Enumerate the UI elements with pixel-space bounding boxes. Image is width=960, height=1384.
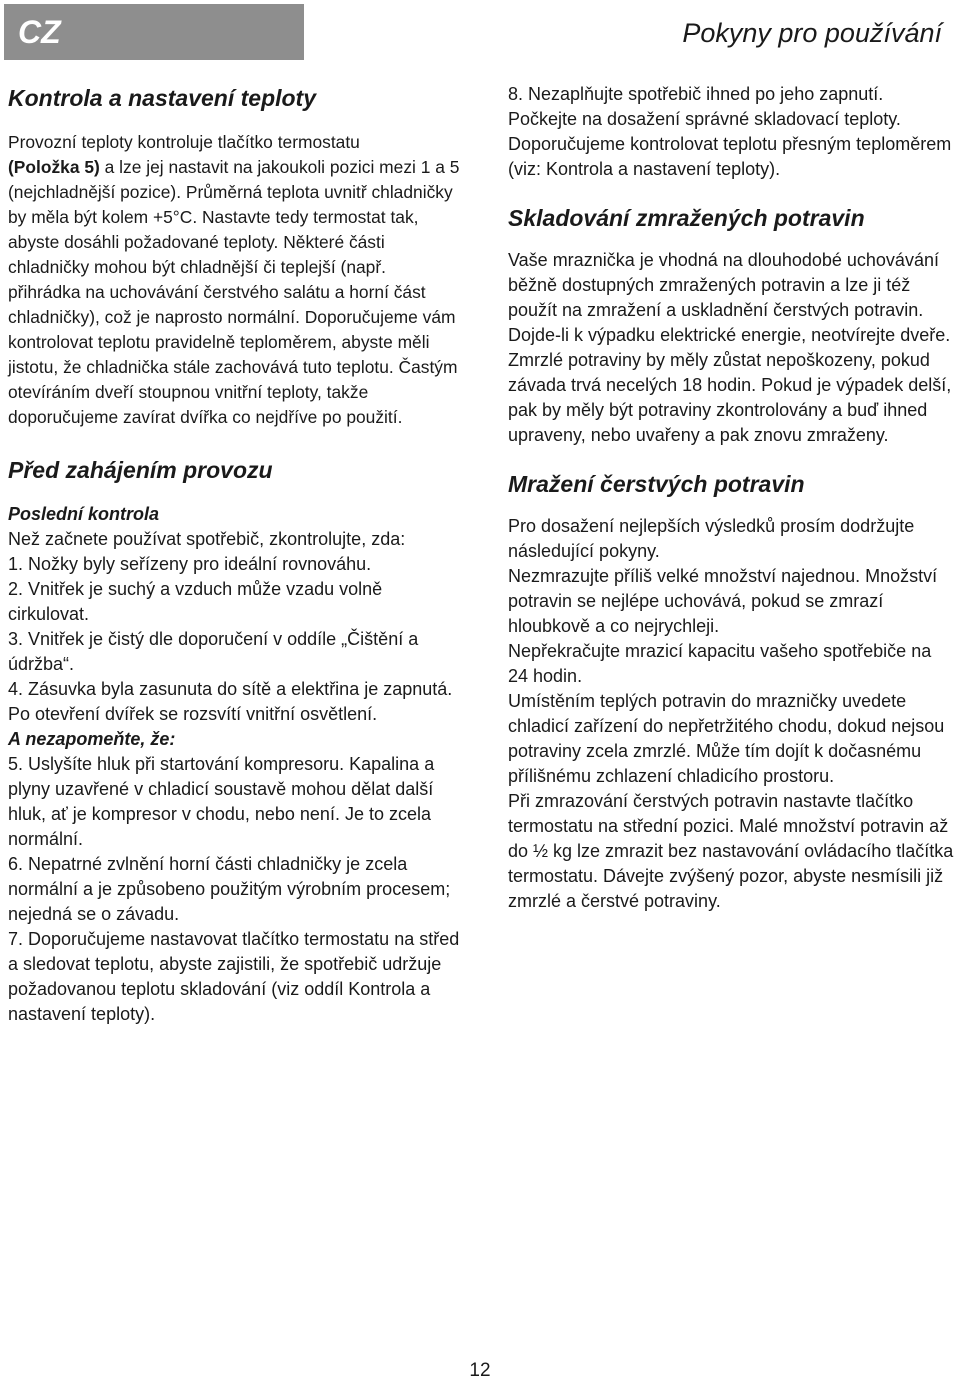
check-item-8: 8. Nezaplňujte spotřebič ihned po jeho zapnutí. Počkejte na dosažení správné skladovací teploty. Doporučujeme kontrolovat teplotu přesným teploměrem (viz: Kontrola a nastavení teploty).: [508, 84, 952, 179]
frozen-storage-paragraph-1: Vaše mraznička je vhodná na dlouhodobé uchovávání běžně dostupných zmražených potravin a lze ji též použít na zmražení a uskladnění čerstvých potravin.: [508, 250, 939, 320]
check-item-6: 6. Nepatrné zvlnění horní části chladničky je zcela normální a je způsobeno použitým výrobním procesem; nejedná se o závadu.: [8, 854, 451, 924]
subtitle-remember: A nezapomeňte, že:: [8, 729, 176, 749]
temperature-text-post: a lze jej nastavit na jakoukoli pozici mezi 1 a 5 (nejchladnější pozice). Průměrná teplota uvnitř chladničky by měla být kolem +5°C. Nastavte tedy termostat tak, abyste dosáhli požadované teploty. Některé části chladničky mohou být chladnější či teplejší (např. přihrádka na uchovávání čerstvého salátu a horní část chladničky), což je naprosto normální. Doporučujeme vám kontrolovat teplotu pravidelně teploměrem, abyste měli jistotu, že chladnička stále zachovává tuto teplotu. Častým otevíráním dveří stoupnou vnitřní teploty, takže doporučujeme zavírat dvířka co nejdříve po použití.: [8, 157, 460, 427]
page-header: [0, 0, 960, 66]
language-code: CZ: [18, 14, 61, 50]
frozen-storage-paragraph-2: Dojde-li k výpadku elektrické energie, neotvírejte dveře. Zmrzlé potraviny by měly zůstat nepoškozeny, pokud závada trvá necelých 18 hodin. Pokud je výpadek delší, pak by měly být potraviny zkontrolovány a buď ihned upraveny, nebo uvařeny a pak znovu zmraženy.: [508, 325, 952, 445]
language-badge: [4, 4, 304, 60]
header-title: Pokyny pro používání: [682, 18, 942, 48]
check-item-4: 4. Zásuvka byla zasunuta do sítě a elektřina je zapnutá. Po otevření dvířek se rozsvítí vnitřní osvětlení.: [8, 679, 453, 724]
check-item-3: 3. Vnitřek je čistý dle doporučení v oddíle „Čištění a údržba“.: [8, 629, 419, 674]
freezing-paragraph-3: Nepřekračujte mrazicí kapacitu vašeho spotřebiče na 24 hodin.: [508, 641, 932, 686]
check-item-7: 7. Doporučujeme nastavovat tlačítko termostatu na střed a sledovat teplotu, abyste zajistili, že spotřebič udržuje požadovanou teplotu skladování (viz oddíl Kontrola a nastavení teploty).: [8, 929, 460, 1024]
check-item-1: 1. Nožky byly seřízeny pro ideální rovnováhu.: [8, 554, 372, 574]
check-item-2: 2. Vnitřek je suchý a vzduch může vzadu volně cirkulovat.: [8, 579, 383, 624]
temperature-paragraph: [8, 130, 463, 430]
temperature-text-bold: (Položka 5): [8, 157, 100, 177]
check-intro: Než začnete používat spotřebič, zkontrolujte, zda:: [8, 529, 406, 549]
freezing-paragraph-2: Nezmrazujte příliš velké množství najednou. Množství potravin se nejlépe uchovává, pokud se zmrazí hloubkově a co nejrychleji.: [508, 566, 938, 636]
freezing-paragraph-5: Při zmrazování čerstvých potravin nastavte tlačítko termostatu na střední pozici. Malé množství potravin až do ½ kg lze zmrazit bez nastavování ovládacího tlačítka termostatu. Dávejte zvýšený pozor, abyste nesmísili již zmrzlé a čerstvé potraviny.: [508, 791, 954, 911]
section-title-temperature: Kontrola a nastavení teploty: [8, 85, 317, 111]
check-item-5: 5. Uslyšíte hluk při startování kompresoru. Kapalina a plyny uzavřené v chladicí soustavě mohou dělat další hluk, ať je kompresor v chodu, nebo není. Je to zcela normální.: [8, 754, 435, 849]
temperature-text-pre: Provozní teploty kontroluje tlačítko termostatu: [8, 132, 360, 152]
section-title-freezing-fresh: Mražení čerstvých potravin: [508, 471, 805, 497]
left-column: [8, 82, 463, 1027]
page-number: 12: [469, 1360, 491, 1381]
right-column: [508, 82, 956, 914]
freezing-paragraph-4: Umístěním teplých potravin do mrazničky uvedete chladicí zařízení do nepřetržitého chodu, dokud nejsou potraviny zcela zmrzlé. Může tím dojít k dočasnému přílišnému zchlazení chladicího prostoru.: [508, 691, 945, 786]
section-title-before-start: Před zahájením provozu: [8, 457, 273, 483]
section-title-frozen-storage: Skladování zmražených potravin: [508, 205, 865, 231]
subtitle-last-check: Poslední kontrola: [8, 504, 160, 524]
freezing-paragraph-1: Pro dosažení nejlepších výsledků prosím dodržujte následující pokyny.: [508, 516, 915, 561]
